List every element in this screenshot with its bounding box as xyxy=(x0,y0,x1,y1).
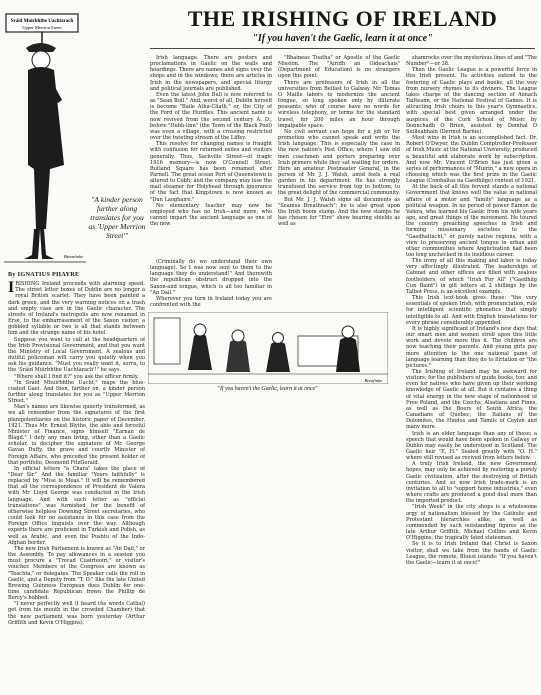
paragraph: No elementary teacher may now be employed who has no Irish—and more, who cannot impart the ancient language as one of the new xyxy=(150,202,272,228)
paragraph: Irish is an older language than any of these; a speech that would have been spoken in Galway or Dublin may easily be understood in Scotland. The Gaelic heir "E, H." Sealed greatly with "O. H." where still revised as revived from letters below. xyxy=(406,430,537,462)
paragraph: "Irish Week" in the city shops is a wholesome orgy of nationalism blessed by the Catholic and Protestant hierarchies alike, as well as commended by such outstanding figures as the late Arthur Griffith, Michael Collins and Kevin O'Higgins, the tragically fated statesman. xyxy=(406,504,537,542)
bottom-illustration-caption: "If you haven't the Gaelic, learn it at once" xyxy=(217,386,318,392)
article-subtitle: "If you haven't the Gaelic, learn it at once" xyxy=(252,33,433,44)
byline: By IGNATIUS PHAYRE xyxy=(8,272,80,278)
artist-signature-bottom: Brenfinke xyxy=(364,378,382,383)
paragraph: "In Sráid Mhuirbhthe Uacht," maps the blue-coated Gael. And then, farther on, a kinder person further along translates for you as "Upper Merrion Street." xyxy=(8,379,145,405)
paragraph: No civil servant can hope for a job or for promotion who cannot speak and write the Irish language. This is especially the case in the new nation's Post Office, where I saw old men coachmen and porters preparing over Irish primers while they sat waiting for orders. Here an amateur Postmaster General, in the person of Mr. J. J. Walsh, amid feels a real garden in his department. He has strongly transfused the service from top to bottom, to the great delight of the commercial community. xyxy=(278,128,400,197)
title-rule xyxy=(150,48,535,49)
paragraph: "Bhaineas Tuatha" or Apostle of the Gaelic Mission. The "Airidh an Oideachais" (Department of Education) is no strangers upon this point. xyxy=(278,55,400,80)
paragraph: (Criminally do we understand their own language). So I was now sent to them to the language they do understand!" And therewith the republican obstruct dropped into the Saxon-and tongue, which is all too familiar in "An Dail." xyxy=(150,259,272,296)
figure-4-head xyxy=(342,326,354,338)
man-coat xyxy=(28,67,64,229)
figure-1-head xyxy=(194,324,206,336)
article-column-3 xyxy=(278,55,400,307)
paragraph: Most wins in Irish is an accomplished fact. Dr. Robert O'Dwyer, the Dublin Comptroller-Professor of Irish Music at the National University, produced a beautiful and elaborate work by subscription. And now Mr. Vincent O'Brien has just given a series of performances of "Muirin," a new opera in choosing which was the first prize in the Gaelic League (Comhaltas na Gaedhilge) contest of 1921. xyxy=(406,135,537,185)
lead-paragraph xyxy=(8,281,145,336)
paragraph: At the back of all this fervent stands a national Government that knows well the value in national affairs of a motor and "family" language as a political weapon. In no period of power Eamon de Valera, who learned his Gaelic from his wife years ago, and great things of the movement. He toured the country preaching speeches in Irish and forming missionary societies to the "Gaedhaltacht," or purely native regions, with a view to preserving ancient tongue in urban and other communities where Anglicization had been too long unchecked in its insidious career. xyxy=(406,184,537,258)
left-illustration-caption: "A kinder person further along translates for you as 'Upper Merrion Street'" xyxy=(88,195,146,240)
paragraph: But Mr. J. J. Walsh signs all documents as "Seamus Breathnach": he is also great upon the Irish boom stamp. And the new stamps he has chosen for "Eire" show bearing shields as well as xyxy=(278,196,400,228)
artist-signature-left: Brenstinhe xyxy=(64,254,84,259)
paragraph: The irony of all this making and labor is today very affectingly illustrated. The leaderships of Cabinet and other offices are filled with zealous footholders, of which "Irish For All" ("Gaedhilg Cun Baint") in gilt letters at 2 shillings by the Talbot Press, is an excellent example. xyxy=(406,258,537,295)
paragraph: "Where shall I find it?" you ask the officer firmly. xyxy=(14,373,139,380)
door xyxy=(154,318,180,364)
article-column-1 xyxy=(8,272,145,692)
paragraph: A truly Irish Ireland, the new Government hopes, may only be achieved by restoring a purely Gaelic civilization, after the destroying of British centuries. And so now Irish trade-mark is an invitation to all to "support home industries," even where crafts are produced a good deal more than the imported product. xyxy=(406,461,537,505)
paragraph: There are professors of Irish in all the universities from Belfast to Galway. Mr. Tomas O Maille labors to modernize the ancient tongue, so long spoken only by illiterate peasants, who of course have no words for wireless telephony, or terms for the standard travel, for 200 miles an hour through impalpable space. xyxy=(278,79,400,129)
figure-3-head xyxy=(273,333,284,344)
paragraph: shamrocks over the mysterious lines of and "The Number"—or 38. xyxy=(406,55,537,68)
drop-cap: I xyxy=(8,279,15,297)
article-column-4 xyxy=(406,55,537,692)
classroom-cartoon xyxy=(148,312,388,384)
paragraph: In official letters "a Chara" takes the place of "Dear Sir." And the familiar "Yours faithfully" is replaced by "Mise le Meas." It will be remembered that all the correspondence of President de Valera with Mr. Lloyd George was conducted in the Irish language. And with such letter as "official translations" was furnished for the benefit of otherwise helpless Downing Street secretaries, who could look for no assistance in this case from the Foreign Office linguists over the way. Although experts there are proficient in Turkish and Polish, as well as Arabic, and even the Pushtu of the Indo-Afghan border. xyxy=(8,465,145,546)
paragraph: Wherever you turn in Ireland today you are confronted with the xyxy=(150,295,272,309)
article-column-2-continued xyxy=(150,259,272,309)
figure-2-head xyxy=(232,330,244,342)
street-sign-cartoon xyxy=(4,4,86,269)
lead-paragraph-text: RISHING Ireland proceeds with alarming speed. The street letter boxes of Dublin are no longer a royal British scarlet. They have been painted a dark green, and the very warning notices on a trash and empty case are in the Gaelic character. The streets of Ireland's metropolis are now renamed in Erse, to the embarrassment of the Saxon visitor; a gobbled syllable or two is all that stands between him and the strange name of his hotel. xyxy=(8,281,145,337)
sign-text-english: Upper Merrion Street xyxy=(22,25,62,30)
man-head xyxy=(32,51,50,69)
paragraph: Irish language. There are posters and proclamations in Gaelic on the walls and hoardings. There are names and signs over the shops and in the windows; there are articles in Irish in the newspapers, and special liturgy and political journals are published. xyxy=(150,55,272,92)
paragraph: "I never perfectly well (I heard the words Cathal) get from his mouth in the crowded Chamber) that the new parliament was born yesterday (Arthur Griffith and Kevin O'Higgins). xyxy=(8,601,145,626)
paragraph: Even the latest John Bull is now referred to as "Sean Bull." And, worst of all, Dublin herself is become "Baile Atha-Cliath," or, the City of the Ford of the Hurdles. This ancient name is now revived from the second century A. D., before "Dubh-linn" (the Town of the Black Pool) was even a village, with a crossing restricted over the twisting stream of the Liffey. xyxy=(150,91,272,142)
sign-text-gaelic: Sráid Muirbhthe Uachtarach xyxy=(10,19,74,24)
paragraph: Suppose you want to call at the headquarters of the Irish Provisional Government, and that you want the Ministry of Local Government. A zealous and dutiful policeman will carry you quietly when you ask his guidance. "Must you really want it, sorra, to the 'Sráid Muirbhthe Uachtarach'!" he says. xyxy=(8,336,145,374)
paragraph: Man's names are likewise queerly transformed, as we all remember from the signatures of the first plenipotentiaries on the historic paper of December, 1921. Thus Mr. Ernest Blythe, the able and forceful Minister of Finance, signs himself "Earnan de Blagd." I defy any man living, other than a Gaelic scholar, to decipher the signature of Mr. George Gavan Duffy, the grave and courtly Minister of Foreign Affairs, who preceded the present holder of that portfolio, Desmond FitzGerald. xyxy=(8,404,145,466)
paragraph: So it is to Irish Ireland that Christ is Saxon visitor, shall we take from the hands of Gaelic League, the remote, Bluest islands: "If you haven't the Gaelic—learn it at once!" xyxy=(406,541,537,566)
paragraph: This Irish text-book gives these: "the very essentials of spoken Irish, with pronunciation, rule for intelligent scientific phonetics that simply intelligible to all. And with English translations for every phrase considerably appended. xyxy=(406,295,537,326)
paragraph: Then the Gaelic League is a powerful force in this Irish present. Its activities extend to the fostering of Gaelic plays and books, all the way from nursery rhymes to its diviners. The League takes charge of the dancing section of Aonach Tailteann, or the National Festival of Games. It is attracting Irish choirs to this year's Gymnastics, with special best given arranged under the auspices of the Cork School of Music by Donnchadh O Brien, assisted by Domhal O Suilleabhain (Dermot Barnie). xyxy=(406,67,537,135)
man-legs xyxy=(24,229,54,259)
paragraph: This resolve for changing names is fraught with confusion for returned exiles and visitors generally. Thus, Sackville Street—of tragic 1916 memory—is now O'Connell Street. Rutland Square has been renamed after Parnell. The great ocean Port of Queenstown is altered to Cobh; and the company may lose the mail steamer for Holyhead through ignorance of the fact that Kingstown is now known as "Dun Laoghaire." xyxy=(150,141,272,203)
article-title: THE IRISHING OF IRELAND xyxy=(187,6,498,31)
paragraph: The new Irish Parliament is known as "An Dail," or the Assembly. To pay allowances in a session you must procure a "Trocad Cuairteoiri," or visitor's voucher. Members of the Congress are known as "Teachta," or delegates. The Speaker calls the roll in Gaelic, and a Deputy from "T. D." like the late United Brewing Guinness European does Dublin for one-time candidate Republican frown the Phillip de Bercy's bobbed. xyxy=(8,545,145,602)
paragraph: It is highly significant of Ireland's new days that our smart men and women stroll upon this little work and devote more this it. The children are now teaching their parents. And young girls pay more attention to the one national game of language learning than they do to flirtation or "the pictures." xyxy=(406,325,537,369)
paragraph: The Irishing of Ireland may be awkward for visitors; for the publishers of guide books, too; and even for natives who have given up their working knowledge of Gaelic at all. But it contains a thing of vital energy in the new stage of nationhood of Free Poland, and the Czechs, Alsatians and Finns, as well as the Boers of South Africa, the Canadians of Quebec, the Italians of the Dolomites, the Hindus and Tamils of Ceylon and many more. xyxy=(406,368,537,431)
